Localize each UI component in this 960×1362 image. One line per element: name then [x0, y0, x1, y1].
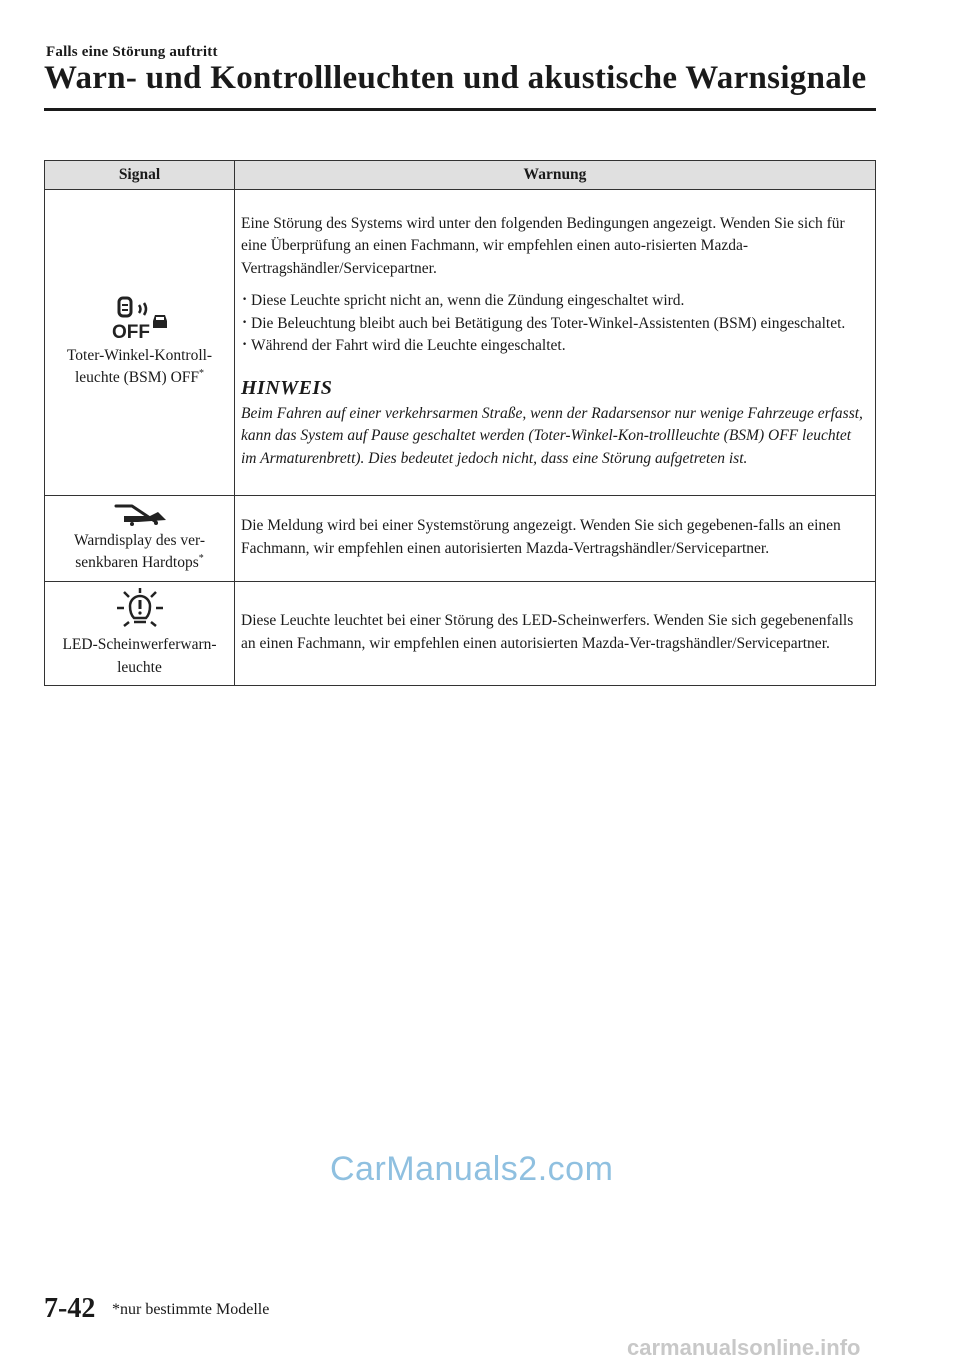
warning-intro: Eine Störung des Systems wird unter den folgenden Bedingungen angezeigt. Wenden Sie sich für eine Überprüfung an einen Fachmann, wir empfehlen einen auto-risierten Mazda-Vertragshändler/Servicepartner. [241, 214, 845, 277]
note-title: HINWEIS [241, 376, 333, 399]
column-header-signal: Signal [45, 161, 235, 190]
warning-cell [235, 582, 876, 686]
column-header-warning: Warnung [235, 161, 876, 190]
page-title: Warn- und Kontrollleuchten und akustische Warnsignale [44, 60, 867, 96]
signal-cell [45, 582, 235, 686]
table-row [45, 496, 876, 582]
signal-label: Toter-Winkel-Kontroll-leuchte (BSM) OFF* [66, 346, 213, 387]
site-watermark: carmanualsonline.info [627, 1335, 861, 1360]
signal-cell [45, 496, 235, 582]
svg-text:OFF: OFF [111, 321, 150, 341]
list-item: · Während der Fahrt wird die Leuchte eingeschaltet. [241, 335, 869, 357]
title-divider [44, 108, 876, 111]
signal-cell [45, 190, 235, 496]
warning-cell [235, 190, 876, 496]
table-row [45, 582, 876, 686]
section-label: Falls eine Störung auftritt [46, 44, 218, 60]
list-item: · Diese Leuchte spricht nicht an, wenn die Zündung eingeschaltet wird. [241, 290, 869, 312]
page-number: 7-42 [44, 1293, 96, 1324]
retractable-hardtop-icon [112, 502, 168, 526]
list-item: · Die Beleuchtung bleibt auch bei Betätigung des Toter-Winkel-Assistenten (BSM) eingeschaltet. [241, 313, 869, 335]
bsm-off-icon [109, 295, 171, 341]
signal-label: LED-Scheinwerferwarn-leuchte [62, 636, 217, 676]
watermark: CarManuals2.com [330, 1150, 614, 1188]
table-row [45, 190, 876, 496]
warning-text: Diese Leuchte leuchtet bei einer Störung des LED-Scheinwerfers. Wenden Sie sich gegebenenfalls an einen Fachmann, wir empfehlen einen autorisierten Mazda-Ver-tragshändler/Servicepartner. [241, 612, 854, 652]
table-header-row [45, 161, 876, 190]
led-headlight-warning-icon [115, 588, 165, 630]
condition-list [241, 290, 869, 357]
warning-lights-table [44, 160, 876, 686]
warning-cell [235, 496, 876, 582]
warning-text: Die Meldung wird bei einer Systemstörung angezeigt. Wenden Sie sich gegebenen-falls an einen Fachmann, wir empfehlen einen autorisierten Mazda-Vertragshändler/Servicepartner. [241, 517, 841, 557]
footnote: *nur bestimmte Modelle [112, 1301, 270, 1318]
note-text: Beim Fahren auf einer verkehrsarmen Straße, wenn der Radarsensor nur wenige Fahrzeuge erfasst, kann das System auf Pause geschaltet werden (Toter-Winkel-Kon-trollleuchte (BSM) OFF leuchtet im Armaturenbrett). Dies bedeutet jedoch nicht, dass eine Störung aufgetreten ist. [241, 404, 863, 467]
signal-label: Warndisplay des ver-senkbaren Hardtops* [73, 532, 205, 572]
